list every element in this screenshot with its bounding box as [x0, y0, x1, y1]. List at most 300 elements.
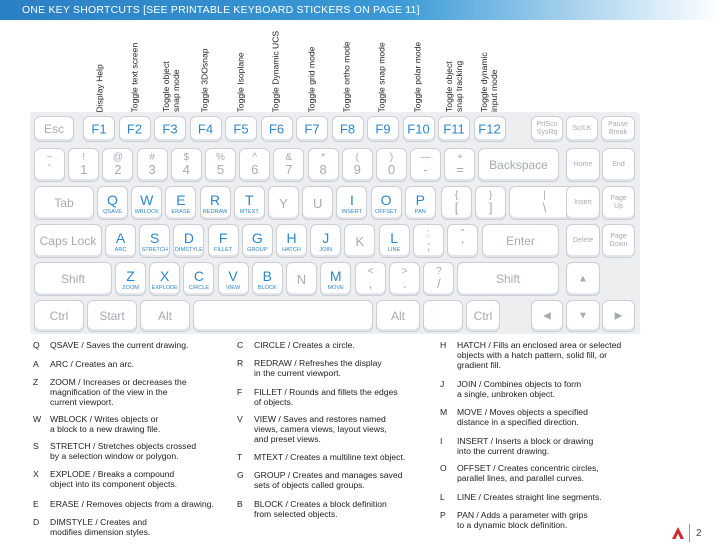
punct-key-shift: <	[367, 266, 374, 277]
punct-key-char: '	[461, 238, 464, 253]
number-key-shift: %	[216, 152, 225, 163]
letter-key-p[interactable]	[405, 186, 436, 220]
left-alt-key-label: Alt	[157, 309, 172, 323]
f10-label-text	[414, 30, 424, 112]
f11-key[interactable]	[438, 116, 470, 142]
number-key-char: 7	[285, 162, 293, 177]
shortcut-description-line: parallel lines, and parallel curves.	[457, 473, 585, 484]
up-arrow-icon: ▲	[578, 273, 588, 285]
shortcut-key-letter: G	[237, 470, 244, 480]
punct-key[interactable]	[413, 224, 444, 258]
letter-key-m[interactable]	[320, 262, 351, 296]
f4-key-label: F4	[197, 121, 214, 137]
shortcut-description-line: ERASE / Removes objects from a drawing.	[50, 499, 214, 509]
number-key-shift: $	[183, 152, 190, 163]
right-ctrl-key[interactable]	[466, 300, 500, 332]
insert-key-label: Insert	[574, 199, 592, 206]
letter-key-command: EXPLODE	[151, 285, 178, 291]
f8-key[interactable]	[332, 116, 364, 142]
letter-key-s[interactable]	[139, 224, 170, 258]
shortcut-description-t	[237, 452, 437, 462]
right-arrow-icon: ▶	[614, 310, 623, 322]
letter-key-command: ARC	[114, 247, 127, 253]
backspace-key-label: Backspace	[489, 158, 548, 172]
letter-key-char: O	[380, 192, 392, 208]
shortcut-key-letter: H	[440, 340, 447, 350]
f5-key[interactable]	[225, 116, 257, 142]
bracket-key-shift: }	[489, 190, 493, 201]
number-key-shift: #	[149, 152, 155, 163]
shortcut-description-line: QSAVE / Saves the current drawing.	[50, 340, 189, 350]
letter-key-char: W	[140, 192, 154, 208]
letter-key-e[interactable]	[165, 186, 196, 220]
letter-key-q[interactable]	[97, 186, 128, 220]
shortcut-description-line: VIEW / Saves and restores named	[254, 414, 386, 424]
page-up-key[interactable]	[602, 186, 635, 220]
f10-key[interactable]	[403, 116, 435, 142]
shortcut-description-text	[457, 407, 627, 427]
f1-label-text	[96, 30, 106, 112]
start-key-label: Start	[99, 309, 125, 323]
start-key[interactable]	[87, 300, 137, 332]
shortcut-description-o	[440, 463, 640, 483]
shortcut-description-line: in the current viewport.	[254, 368, 341, 379]
number-key-shift: *	[321, 152, 326, 163]
shortcut-description-w	[33, 414, 233, 434]
shortcut-description-p	[440, 510, 640, 530]
shortcut-description-i	[440, 436, 640, 456]
letter-key-b[interactable]	[252, 262, 283, 296]
letter-key-command: GROUP	[247, 247, 268, 253]
left-shift-key-label: Shift	[60, 272, 85, 286]
prtscn-key-label: PrtScn SysRq	[536, 121, 558, 136]
number-key-char: -	[423, 162, 428, 177]
left-shift-key[interactable]	[34, 262, 112, 296]
f10-label-line: Toggle polar mode	[412, 41, 423, 112]
number-key-shift: —	[420, 152, 431, 163]
shortcut-key-letter: A	[33, 359, 39, 369]
letter-key-j[interactable]	[310, 224, 341, 258]
letter-key-char: N	[296, 272, 307, 287]
letter-key-char: Y	[279, 196, 288, 211]
letter-key-u[interactable]	[302, 186, 333, 220]
letter-key-command: ERASE	[171, 209, 191, 215]
f2-label-line: Toggle text screen	[129, 42, 140, 112]
shortcut-description-line: modifies dimension styles.	[50, 527, 151, 538]
tab-key[interactable]	[34, 186, 94, 220]
shortcut-description-text	[50, 377, 220, 408]
prtscn-key[interactable]	[531, 116, 563, 142]
number-key-shift: @	[112, 152, 123, 163]
number-key-char: 2	[114, 162, 122, 177]
f11-label-text	[445, 30, 464, 112]
letter-key-k[interactable]	[344, 224, 375, 258]
letter-key-char: G	[251, 230, 263, 246]
f1-key[interactable]	[83, 116, 115, 142]
f2-key[interactable]	[119, 116, 151, 142]
number-key[interactable]	[273, 148, 304, 182]
number-key[interactable]	[102, 148, 133, 182]
shortcut-description-h	[440, 340, 640, 371]
end-key-label: End	[612, 161, 625, 168]
f8-key-label: F8	[339, 121, 356, 137]
right-shift-key[interactable]	[457, 262, 559, 296]
number-key-char: 0	[387, 162, 396, 177]
shortcut-description-text	[50, 359, 220, 369]
number-key-shift: (	[355, 152, 359, 163]
esc-key-label: Esc	[43, 122, 64, 136]
shortcut-description-text	[457, 340, 627, 371]
shortcut-description-line: sets of objects called groups.	[254, 480, 365, 491]
home-key[interactable]	[566, 148, 600, 182]
letter-key-y[interactable]	[268, 186, 299, 220]
shortcut-description-line: gradient fill.	[457, 360, 501, 371]
shortcut-description-line: OFFSET / Creates concentric circles,	[457, 463, 599, 473]
page-number: 2	[696, 528, 702, 539]
shortcut-description-line: ARC / Creates an arc.	[50, 359, 135, 369]
shortcut-key-letter: R	[237, 358, 244, 368]
punct-key[interactable]	[389, 262, 420, 296]
up-arrow-key[interactable]	[566, 262, 600, 296]
scrlk-key[interactable]	[566, 116, 598, 142]
number-key-char: 9	[353, 162, 361, 177]
shortcut-description-line: JOIN / Combines objects to form	[457, 379, 582, 389]
letter-key-command: LINE	[387, 247, 401, 253]
punct-key-char: ,	[368, 276, 373, 291]
letter-key-char: D	[183, 230, 194, 246]
shortcut-description-e	[33, 499, 233, 509]
shortcut-description-line: distance in a specified direction.	[457, 417, 579, 428]
number-key[interactable]	[205, 148, 236, 182]
shortcut-description-x	[33, 469, 233, 489]
number-key[interactable]	[308, 148, 339, 182]
letter-key-command: OFFSET	[375, 209, 398, 215]
f3-key[interactable]	[154, 116, 186, 142]
letter-key-r[interactable]	[200, 186, 231, 220]
number-key[interactable]	[376, 148, 407, 182]
shortcut-description-line: PAN / Adds a parameter with grips	[457, 510, 588, 520]
shortcut-description-f	[237, 387, 437, 407]
number-key-char: 8	[319, 162, 327, 177]
f9-label-text	[378, 30, 388, 112]
shortcut-key-letter: L	[440, 492, 445, 502]
letter-key-char: S	[150, 230, 160, 246]
shortcut-description-text	[457, 379, 627, 399]
shortcut-description-r	[237, 358, 437, 378]
letter-key-c[interactable]	[183, 262, 214, 296]
autodesk-logo-icon	[671, 526, 685, 540]
letter-key-n[interactable]	[286, 262, 317, 296]
letter-key-command: REDRAW	[202, 209, 228, 215]
f8-label-line: Toggle ortho mode	[341, 40, 352, 112]
shortcut-description-text	[457, 510, 627, 530]
f9-label-line: Toggle snap mode	[376, 41, 387, 112]
scrlk-key-label: ScrLK	[572, 125, 592, 132]
letter-key-command: INSERT	[341, 209, 363, 215]
shortcut-description-line: a block to a new drawing file.	[50, 424, 161, 435]
shortcut-description-text	[457, 463, 627, 483]
shortcut-description-text	[50, 499, 220, 509]
shortcut-key-letter: C	[237, 340, 244, 350]
letter-key-char: T	[245, 192, 254, 208]
shortcut-description-j	[440, 379, 640, 399]
letter-key-command: QSAVE	[103, 209, 122, 215]
f3-label-line: Toggle object	[161, 61, 171, 112]
letter-key-char: B	[262, 268, 272, 284]
letter-key-command: WBLOCK	[134, 209, 159, 215]
letter-key-command: BLOCK	[257, 285, 277, 291]
shortcut-key-letter: M	[440, 407, 448, 417]
shortcut-key-letter: I	[440, 436, 443, 446]
letter-key-char: K	[355, 234, 365, 249]
number-key-shift: ^	[252, 152, 258, 163]
letter-key-v[interactable]	[218, 262, 249, 296]
f4-label-line: Toggle 3DOsnap	[199, 47, 210, 112]
letter-key-command: ZOOM	[122, 285, 139, 291]
punct-key[interactable]	[447, 224, 478, 258]
f12-key-label: F12	[478, 121, 501, 137]
punct-key[interactable]	[423, 262, 454, 296]
shortcut-key-letter: Z	[33, 377, 39, 387]
f11-label-line: snap tracking	[453, 60, 464, 112]
letter-key-d[interactable]	[173, 224, 204, 258]
pause-key-label: Pause Break	[608, 121, 628, 136]
shortcut-description-line: a single, unbroken object.	[457, 389, 555, 400]
shortcut-description-d	[33, 517, 233, 537]
shortcut-key-letter: F	[237, 387, 243, 397]
tab-key-label: Tab	[54, 196, 74, 210]
shortcut-description-line: BLOCK / Creates a block definition	[254, 499, 387, 509]
letter-key-command: DIMSTYLE	[174, 247, 203, 253]
bracket-key[interactable]	[475, 186, 506, 220]
right-alt-key-label: Alt	[390, 309, 405, 323]
f11-label-line: Toggle object	[444, 61, 454, 112]
caps-lock-key[interactable]	[34, 224, 102, 258]
punct-key-char: /	[437, 276, 441, 291]
shortcut-description-text	[254, 387, 424, 407]
letter-key-command: JOIN	[319, 247, 333, 253]
spacebar-key[interactable]	[193, 300, 373, 332]
f6-key-label: F6	[268, 121, 285, 137]
letter-key-i[interactable]	[336, 186, 367, 220]
number-key[interactable]	[137, 148, 168, 182]
letter-key-char: X	[160, 268, 170, 284]
shortcut-description-v	[237, 414, 437, 445]
number-key-shift: +	[456, 152, 463, 163]
shortcut-description-line: INSERT / Inserts a block or drawing	[457, 436, 594, 446]
number-key-char: 1	[80, 162, 88, 177]
bracket-key[interactable]	[441, 186, 472, 220]
number-key[interactable]	[239, 148, 270, 182]
letter-key-a[interactable]	[105, 224, 136, 258]
punct-key-char: .	[402, 276, 407, 291]
f3-key-label: F3	[162, 121, 178, 137]
home-key-label: Home	[573, 161, 593, 168]
letter-key-char: E	[176, 192, 186, 208]
shortcut-key-letter: D	[33, 517, 40, 527]
shortcut-description-l	[440, 492, 640, 502]
f2-key-label: F2	[126, 121, 143, 137]
letter-key-char: H	[286, 230, 297, 246]
shortcut-description-line: GROUP / Creates and manages saved	[254, 470, 403, 480]
shortcut-description-line: DIMSTYLE / Creates and	[50, 517, 147, 527]
punct-key[interactable]	[355, 262, 386, 296]
shortcut-description-text	[254, 340, 424, 350]
shortcut-description-g	[237, 470, 437, 490]
enter-key[interactable]	[482, 224, 559, 258]
letter-key-char: V	[228, 268, 238, 284]
delete-key[interactable]	[566, 224, 600, 258]
backspace-key[interactable]	[478, 148, 559, 182]
shortcut-description-text	[50, 414, 220, 434]
letter-key-z[interactable]	[115, 262, 146, 296]
letter-key-l[interactable]	[379, 224, 410, 258]
letter-key-command: VIEW	[225, 285, 241, 291]
number-key-shift: &	[285, 152, 293, 163]
f7-key[interactable]	[296, 116, 328, 142]
shortcut-key-letter: S	[33, 441, 39, 451]
number-key[interactable]	[410, 148, 441, 182]
shortcut-description-line: HATCH / Fills an enclosed area or selected	[457, 340, 622, 350]
pause-key[interactable]	[601, 116, 635, 142]
left-arrow-icon: ◀	[543, 310, 551, 322]
down-arrow-key[interactable]	[566, 300, 600, 332]
page-down-key-label: Page Down	[609, 233, 628, 248]
letter-key-o[interactable]	[371, 186, 402, 220]
f5-label-line: Toggle Isoplane	[235, 51, 246, 112]
bracket-key-char: \	[542, 200, 547, 215]
f12-label-line: input mode	[488, 69, 499, 112]
shortcut-description-b	[237, 499, 437, 519]
letter-key-command: HATCH	[282, 247, 301, 253]
shortcut-description-text	[50, 441, 220, 461]
shortcut-key-letter: B	[237, 499, 243, 509]
shortcut-description-text	[254, 358, 424, 378]
f3-label-line: snap mode	[170, 69, 181, 112]
shortcut-description-line: MOVE / Moves objects a specified	[457, 407, 588, 417]
shortcut-description-q	[33, 340, 233, 350]
f7-label-text	[308, 30, 318, 112]
letter-key-g[interactable]	[242, 224, 273, 258]
shortcut-description-line: views, camera views, layout views,	[254, 424, 387, 435]
f12-label-line: Toggle dynamic	[479, 52, 489, 112]
number-key[interactable]	[342, 148, 373, 182]
shortcut-description-text	[457, 436, 627, 456]
shortcut-description-text	[50, 340, 220, 350]
page-down-key[interactable]	[602, 224, 635, 258]
end-key[interactable]	[602, 148, 635, 182]
number-key[interactable]	[171, 148, 202, 182]
f6-key[interactable]	[261, 116, 293, 142]
shortcut-key-letter: E	[33, 499, 39, 509]
bracket-key-char: [	[454, 200, 459, 215]
right-ctrl-key-label: Ctrl	[473, 309, 493, 323]
shortcut-description-line: FILLET / Rounds and fillets the edges	[254, 387, 398, 397]
left-arrow-key[interactable]	[531, 300, 563, 332]
esc-key[interactable]	[34, 116, 74, 142]
shortcut-description-text	[254, 499, 424, 519]
shortcut-description-text	[254, 414, 424, 445]
right-alt-key[interactable]	[376, 300, 420, 332]
letter-key-char: P	[415, 192, 425, 208]
shortcut-description-line: WBLOCK / Writes objects or	[50, 414, 159, 424]
number-key-shift: !	[82, 152, 86, 163]
insert-key[interactable]	[566, 186, 600, 220]
letter-key-command: CIRCLE	[188, 285, 210, 291]
letter-key-char: C	[193, 268, 204, 284]
shortcut-key-letter: J	[440, 379, 445, 389]
number-key[interactable]	[68, 148, 99, 182]
letter-key-char: Q	[107, 192, 118, 208]
shortcut-key-letter: V	[237, 414, 243, 424]
punct-key-shift: ?	[436, 266, 442, 277]
page-up-key-label: Page Up	[610, 195, 627, 210]
shortcut-description-line: into the current drawing.	[457, 446, 550, 457]
shortcut-key-letter: T	[237, 452, 243, 462]
f3-label-text	[162, 30, 181, 112]
shortcut-description-line: of objects.	[254, 397, 294, 408]
shortcut-key-letter: O	[440, 463, 447, 473]
f12-label	[471, 30, 515, 112]
bracket-key-shift: |	[543, 190, 546, 201]
f4-key[interactable]	[190, 116, 222, 142]
shortcut-description-text	[457, 492, 627, 502]
shortcut-key-letter: W	[33, 414, 42, 424]
left-ctrl-key[interactable]	[34, 300, 84, 332]
shortcut-description-text	[254, 452, 424, 462]
left-alt-key[interactable]	[140, 300, 190, 332]
f9-key[interactable]	[367, 116, 399, 142]
shortcut-description-line: object into its component objects.	[50, 479, 178, 490]
shortcut-description-line: LINE / Creates straight line segments.	[457, 492, 602, 502]
punct-key-shift: :	[427, 228, 430, 239]
caps-lock-key-label: Caps Lock	[39, 234, 97, 248]
right-arrow-key[interactable]	[602, 300, 635, 332]
f11-key-label: F11	[443, 121, 465, 137]
letter-key-command: MTEXT	[239, 209, 259, 215]
letter-key-command: MOVE	[327, 285, 344, 291]
letter-key-f[interactable]	[208, 224, 239, 258]
f1-label-line: Display Help	[94, 63, 105, 112]
letter-key-char: R	[210, 192, 221, 208]
shortcut-description-line: objects with a hatch pattern, solid fill, or	[457, 350, 607, 361]
letter-key-h[interactable]	[276, 224, 307, 258]
letter-key-t[interactable]	[234, 186, 265, 220]
letter-key-command: PAN	[414, 209, 426, 215]
letter-key-w[interactable]	[131, 186, 162, 220]
letter-key-char: A	[115, 230, 126, 246]
right-shift-key-label: Shift	[495, 272, 520, 286]
blank-key[interactable]	[423, 300, 463, 332]
shortcut-description-text	[50, 517, 220, 537]
letter-key-char: I	[349, 192, 354, 208]
letter-key-char: F	[218, 230, 228, 246]
f6-label-text	[272, 30, 282, 112]
number-key[interactable]	[34, 148, 65, 182]
letter-key-x[interactable]	[149, 262, 180, 296]
down-arrow-icon: ▼	[578, 310, 588, 322]
shortcut-description-z	[33, 377, 233, 408]
f12-key[interactable]	[474, 116, 506, 142]
f4-label-text	[201, 30, 211, 112]
shortcut-description-s	[33, 441, 233, 461]
shortcut-description-line: magnification of the view in the	[50, 387, 168, 398]
letter-key-char: J	[322, 230, 330, 246]
f5-label-text	[237, 30, 247, 112]
bracket-key-shift: {	[454, 190, 459, 201]
number-key-char: 3	[148, 162, 156, 177]
number-key[interactable]	[444, 148, 475, 182]
